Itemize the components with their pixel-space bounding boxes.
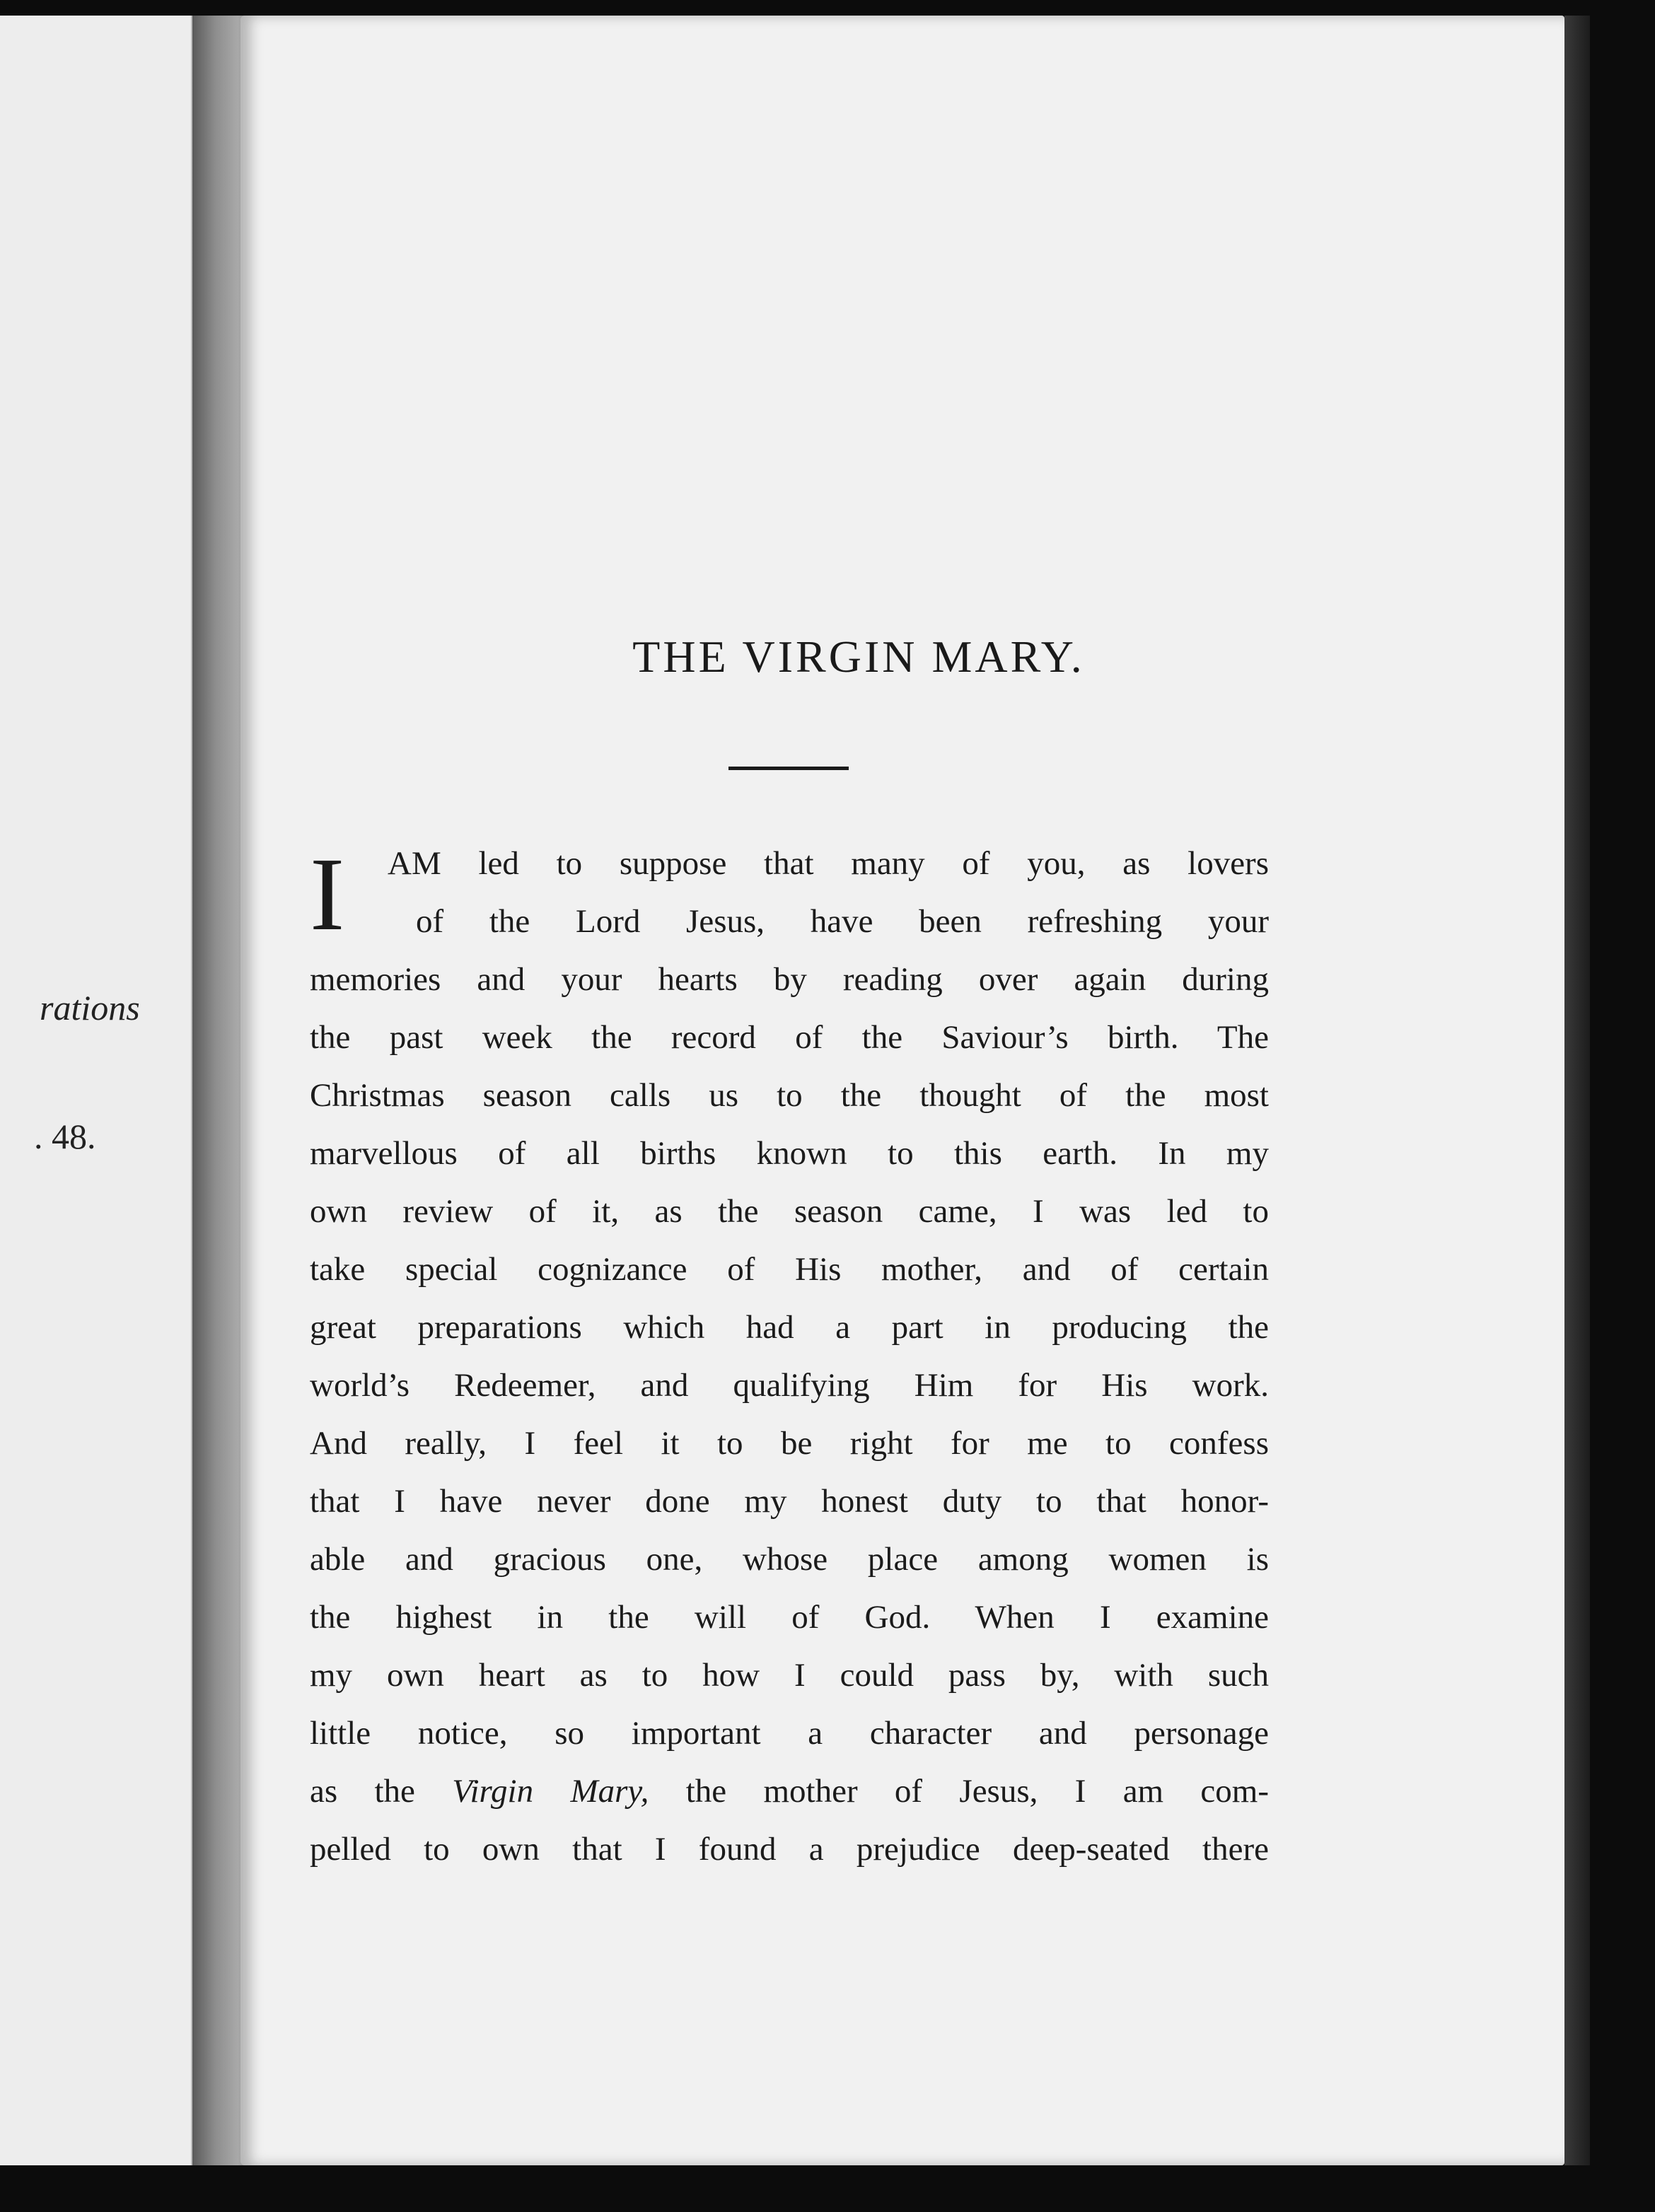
text-line: memories and your hearts by reading over again during [310, 961, 1269, 998]
title-divider [728, 767, 849, 770]
text-line: Christmas season calls us to the thought of the most [310, 1077, 1269, 1114]
text-line: And really, I feel it to be right for me to confess [310, 1425, 1269, 1462]
text-line: that I have never done my honest duty to that honor- [310, 1483, 1269, 1520]
text-line: AM led to suppose that many of you, as lovers [388, 845, 1269, 882]
text-line: able and gracious one, whose place among women is [310, 1541, 1269, 1578]
previous-page [0, 16, 192, 2165]
text-line: little notice, so important a character and personage [310, 1715, 1269, 1752]
text-line: pelled to own that I found a prejudice deep-seated there [310, 1831, 1269, 1868]
previous-page-fragment: . 48. [34, 1117, 96, 1156]
text-line: the past week the record of the Saviour’s birth. The [310, 1019, 1269, 1056]
emphasized-name: Virgin Mary, [452, 1773, 649, 1810]
body-text [310, 834, 1269, 1878]
text-line: take special cognizance of His mother, and of certain [310, 1251, 1269, 1288]
text-line: the highest in the will of God. When I examine [310, 1599, 1269, 1636]
text-line: world’s Redeemer, and qualifying Him for His work. [310, 1367, 1269, 1404]
book-edge [1564, 16, 1590, 2165]
text-line: of the Lord Jesus, have been refreshing your [416, 903, 1269, 940]
text-line [310, 1762, 1269, 1820]
text-line: marvellous of all births known to this earth. In my [310, 1135, 1269, 1172]
text-line: great preparations which had a part in producing the [310, 1309, 1269, 1346]
text-line: my own heart as to how I could pass by, with such [310, 1657, 1269, 1694]
text-segment: the mother of Jesus, I am com- [685, 1773, 1270, 1810]
text-line: own review of it, as the season came, I was led to [310, 1193, 1269, 1230]
drop-cap: I [310, 837, 345, 953]
previous-page-fragment: rations [40, 988, 140, 1028]
text-segment: as the [310, 1773, 415, 1810]
chapter-title: THE VIRGIN MARY. [632, 631, 1085, 682]
opening-paragraph [310, 834, 1269, 953]
